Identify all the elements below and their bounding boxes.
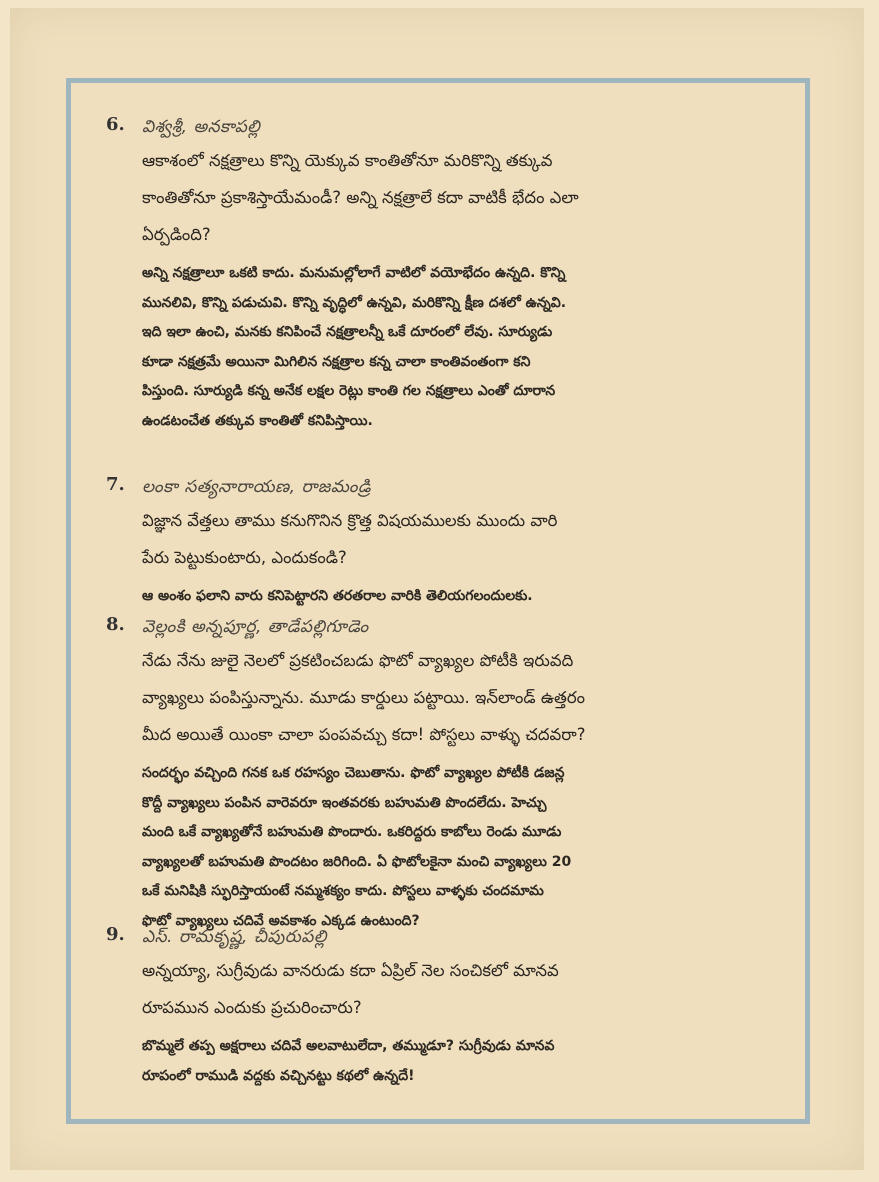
asker-name: లంకా సత్యనారాయణ, రాజమండ్రి	[142, 477, 372, 497]
question-text: ఆకాశంలో నక్షత్రాలు కొన్ని యెక్కువ కాంతితోనూ మరికొన్ని తక్కువ కాంతితోనూ ప్రకాశిస్తాయేమండీ? అన్ని నక్షత్రాలే కదా వాటికీ భేదం ఎలా ఏర్పడింది?	[142, 151, 579, 244]
asker-name: ఎస్. రామకృష్ణ, చీపురుపల్లి	[142, 927, 327, 947]
item-number: 6.	[106, 114, 125, 135]
answer-text: సందర్భం వచ్చింది గనక ఒక రహస్యం చెబుతాను. ఫొటో వ్యాఖ్యల పోటీకి డజన్ల కొద్దీ వ్యాఖ్యలు పంపిన వారెవరూ ఇంతవరకు బహుమతి పొందలేదు. హెచ్చు మంది ఒకే వ్యాఖ్యతోనే బహుమతి పొందారు. ఒకరిద్దరు కాబోలు రెండు మూడు వ్యాఖ్యలతో బహుమతి పొందటం జరిగింది. ఏ ఫొటోలకైనా మంచి వ్యాఖ్యలు 20 ఒకే మనిషికి స్ఫురిస్తాయంటే నమ్మశక్యం కాదు. పోస్టలు వాళ్ళకు చందమామ ఫొటో వ్యాఖ్యలు చదివే అవకాశం ఎక్కడ ఉంటుంది?	[142, 765, 572, 929]
qa-column	[106, 112, 796, 1092]
qa-item-7	[106, 472, 796, 602]
qa-item-9	[106, 922, 796, 1082]
asker-name: విశ్వశ్రీ, అనకాపల్లి	[142, 117, 261, 137]
item-number: 7.	[106, 474, 125, 495]
item-number: 9.	[106, 924, 125, 945]
item-number: 8.	[106, 614, 125, 635]
answer-text: అన్ని నక్షత్రాలూ ఒకటి కాదు. మనుమల్లోలాగే వాటిలో వయోభేదం ఉన్నది. కొన్ని మునలివి, కొన్ని పడుచువి. కొన్ని వృద్ధిలో ఉన్నవి, మరికొన్ని క్షీణ దశలో ఉన్నవి. ఇది ఇలా ఉంచి, మనకు కనిపించే నక్షత్రాలన్నీ ఒకే దూరంలో లేవు. సూర్యుడు కూడా నక్షత్రమే అయినా మిగిలిన నక్షత్రాల కన్న చాలా కాంతివంతంగా కని పిస్తుంది. సూర్యుడి కన్న అనేక లక్షల రెట్లు కాంతి గల నక్షత్రాలు ఎంతో దూరాన ఉండటంచేత తక్కువ కాంతితో కనిపిస్తాయి.	[142, 265, 567, 429]
qa-item-6	[106, 112, 796, 462]
asker-name: వెల్లంకి అన్నపూర్ణ, తాడేపల్లిగూడెం	[142, 617, 369, 637]
question-text: విజ్ఞాన వేత్తలు తాము కనుగొనిన క్రొత్త విషయములకు ముందు వారి పేరు పెట్టుకుంటారు, ఎందుకండి?	[142, 511, 558, 567]
answer-text: ఆ అంశం ఫలాని వారు కనిపెట్టారని తరతరాల వారికి తెలియగలందులకు.	[142, 588, 533, 604]
question-text: అన్నయ్యా, సుగ్రీవుడు వానరుడు కదా ఏప్రిల్ నెల సంచికలో మానవ రూపమున ఎందుకు ప్రచురించారు?	[142, 961, 559, 1017]
qa-item-8	[106, 612, 796, 929]
question-text: నేడు నేను జులై నెలలో ప్రకటించబడు ఫొటో వ్యాఖ్యల పోటీకి ఇరువది వ్యాఖ్యలు పంపిస్తున్నాను. మూడు కార్డులు పట్టాయి. ఇన్‌లాండ్ ఉత్తరం మీద అయితే యింకా చాలా పంపవచ్చు కదా! పోస్టలు వాళ్ళు చదవరా?	[142, 651, 586, 744]
answer-text: బొమ్మలే తప్ప అక్షరాలు చదివే అలవాటులేదా, తమ్ముడూ? సుగ్రీవుడు మానవ రూపంలో రాముడి వద్దకు వచ్చినట్టు కథలో ఉన్నదే!	[142, 1038, 555, 1084]
